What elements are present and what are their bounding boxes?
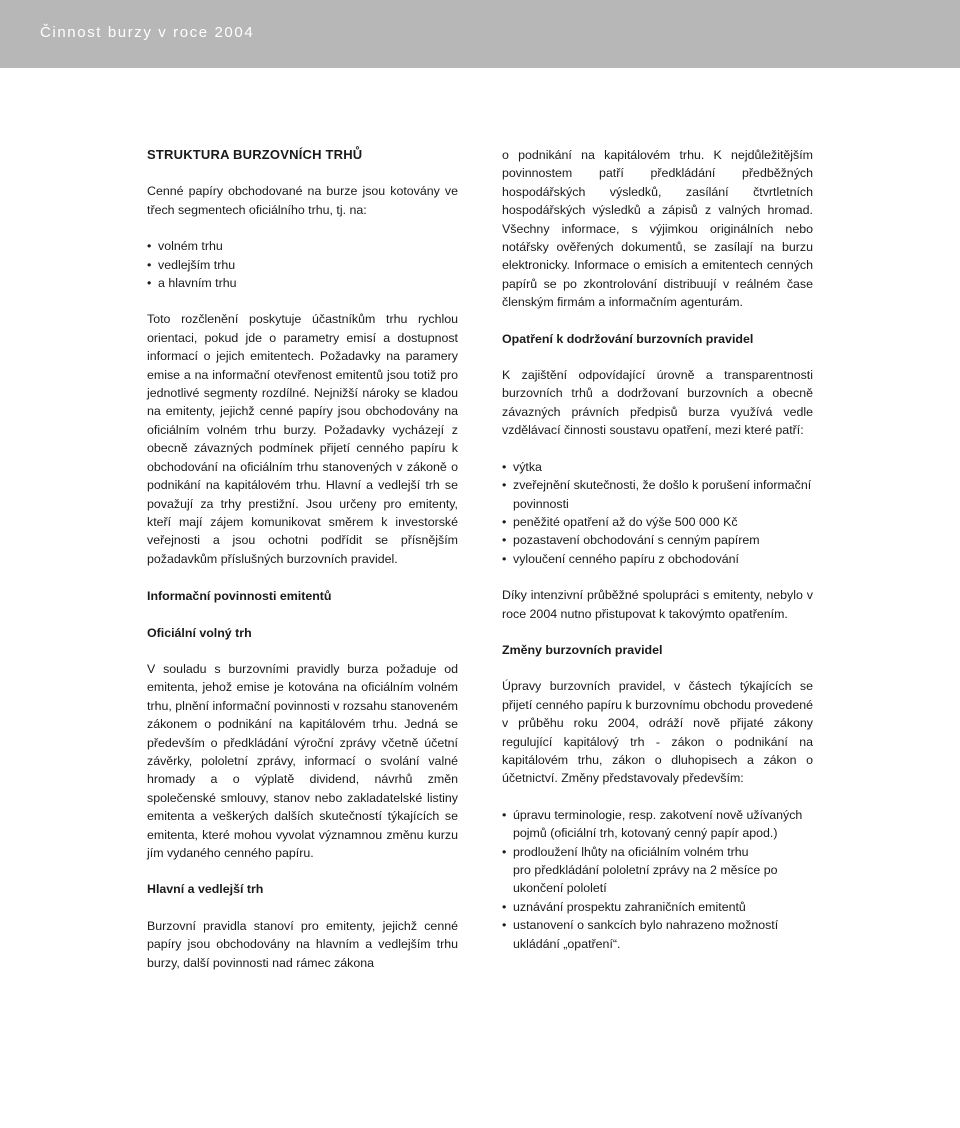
free-market-paragraph: V souladu s burzovními pravidly burza požaduje od emitenta, jehož emise je kotována na oficiálním volném trhu, plnění informační povinnosti v rozsahu stanoveném zákonem o podnikání na kapitálovém trhu. Jedná se především o předkládání výroční zprávy včetně účetní závěrky, pololetní zprávy, informací o svolání valné hromady a o výplatě dividend, návrhů změn společenské smlouvy, stanov nebo zakladatelské listiny emitenta a veškerých dalších skutečností týkajících se emitenta, které mohou vyvolat významnou změnu kurzu jím vydaného cenného papíru. — [147, 661, 458, 860]
measures-paragraph: K zajištění odpovídající úrovně a transparentnosti burzovních trhů a dodržovaní burzovních a obecně závazných právních předpisů burza využívá vedle vzdělávací činnosti soustavu opatření, mezi které patří: — [502, 368, 813, 438]
heading-free-market: Oficiální volný trh — [147, 625, 252, 640]
list-item: • zveřejnění skutečnosti, že došlo k porušení informační povinnosti — [502, 476, 813, 513]
header-band — [0, 0, 960, 68]
structure-paragraph: Toto rozčlenění poskytuje účastníkům trhu rychlou orientaci, pokud jde o parametry emisí a dostupnost informací o jejich emitentech. Požadavky na paramery emise a na informační otevřenost emitentů jsou totiž pro jednotlivé segmenty rozdílné. Nejnižší nároky se kladou na emitenty, jejichž cenné papíry jsou obchodovány na oficiálním volném trhu burzy. Požadavky vycházejí z obecně závazných podmínek přijetí cenného papíru k obchodování na oficiálním trhu stanovených v zákoně o podnikání na kapitálovém trhu. Hlavní a vedlejší trh se považují za trhy prestižní. Jsou určeny pro emitenty, kteří mají zájem komunikovat směrem k investorské veřejnosti a jsou ochotni podřídit se přísnějším požadavkům příslušných burzovních pravidel. — [147, 312, 458, 566]
changes-list — [502, 806, 813, 953]
heading-info-duties: Informační povinnosti emitentů — [147, 589, 332, 604]
measures-list — [502, 458, 813, 568]
main-market-paragraph: Burzovní pravidla stanoví pro emitenty, jejichž cenné papíry jsou obchodovány na hlavním a vedlejším trhu burzy, další povinnosti nad rámec zákona — [147, 918, 458, 970]
section-title: STRUKTURA BURZOVNÍCH TRHŮ — [147, 147, 363, 162]
list-item: • vyloučení cenného papíru z obchodování — [502, 550, 813, 568]
segment-list — [147, 237, 458, 292]
right-column — [502, 146, 813, 953]
continuation-paragraph: o podnikání na kapitálovém trhu. K nejdůležitějším povinnostem patří předkládání předběžných hospodářských výsledků, zasílání čtvrtletních hospodářských výsledků a zápisů z valných hromad. Všechny informace, s výjimkou originálních nebo notářsky ověřených dokumentů, se zasílají na burzu elektronicky. Informace o emisích a emitentech cenných papírů se po zkontrolování distribuují v reálném čase členským firmám a informačním agenturám. — [502, 148, 813, 310]
heading-main-market: Hlavní a vedlejší trh — [147, 882, 264, 897]
list-item: • volném trhu — [147, 237, 458, 255]
list-item: • pozastavení obchodování s cenným papírem — [502, 531, 813, 549]
intro-paragraph: Cenné papíry obchodované na burze jsou kotovány ve třech segmentech oficiálního trhu, tj. na: — [147, 184, 458, 217]
left-column — [147, 146, 458, 972]
list-item: • uznávání prospektu zahraničních emitentů — [502, 898, 813, 916]
list-item: • ustanovení o sankcích bylo nahrazeno možností ukládání „opatření“. — [502, 916, 813, 953]
list-item: • výtka — [502, 458, 813, 476]
list-item: • peněžité opatření až do výše 500 000 Kč — [502, 513, 813, 531]
page-header-title: Činnost burzy v roce 2004 — [40, 24, 255, 41]
list-item: • a hlavním trhu — [147, 274, 458, 292]
cooperation-paragraph: Díky intenzivní průběžné spolupráci s emitenty, nebylo v roce 2004 nutno přistupovat k takovýmto opatřením. — [502, 588, 813, 621]
changes-paragraph: Úpravy burzovních pravidel, v částech týkajících se přijetí cenného papíru k burzovnímu obchodu provedené v průběhu roku 2004, odráží nově přijaté zákony regulující kapitálový trh - zákon o podnikání na kapitálovém trhu, zákon o dluhopisech a zákon o účetnictví. Změny představovaly především: — [502, 679, 813, 786]
list-item-continuation: pro předkládání pololetní zprávy na 2 měsíce po ukončení pololetí — [513, 863, 778, 896]
list-item: • vedlejším trhu — [147, 256, 458, 274]
heading-rule-changes: Změny burzovních pravidel — [502, 642, 663, 657]
heading-measures: Opatření k dodržování burzovních pravidel — [502, 331, 754, 346]
list-item: • úpravu terminologie, resp. zakotvení nově užívaných pojmů (oficiální trh, kotovaný cenný papír apod.) — [502, 806, 813, 843]
list-item: • prodloužení lhůty na oficiálním volném trhu — [502, 843, 813, 861]
